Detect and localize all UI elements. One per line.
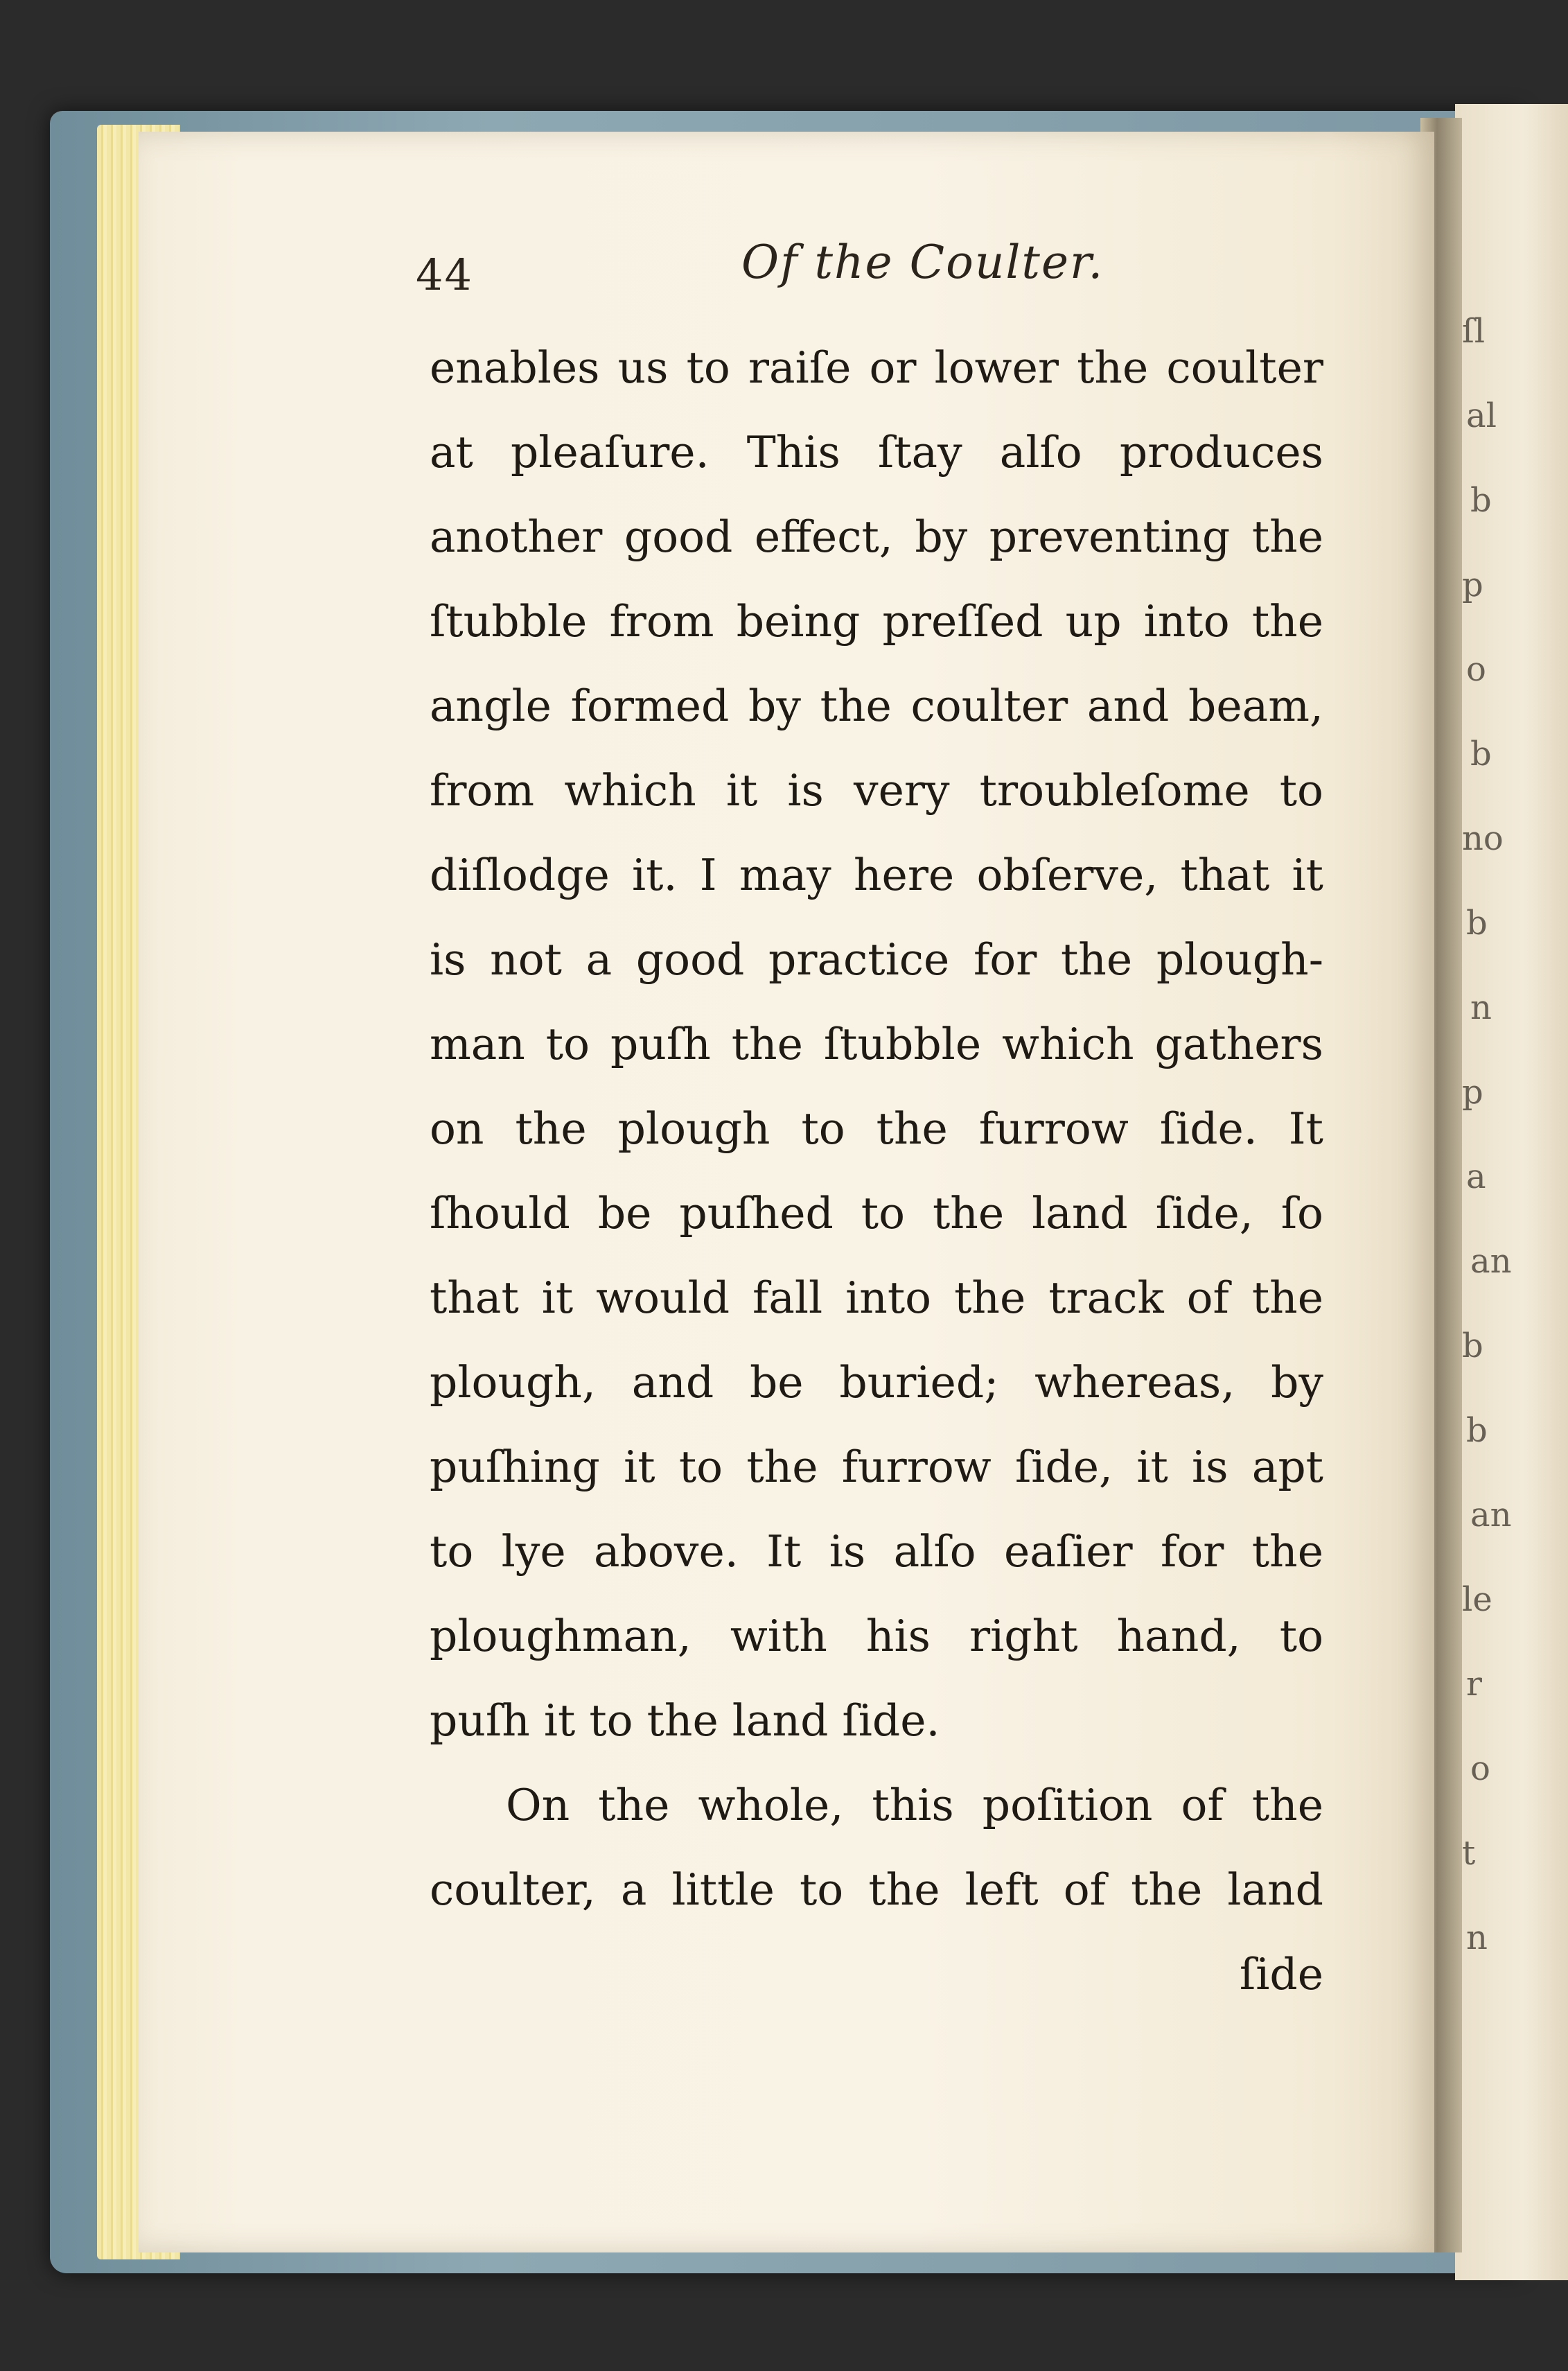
text-line: plough, and be buried; whereas, by [430,1357,1323,1408]
facing-page-fragment: an [1470,1496,1512,1534]
text-line: angle formed by the coulter and beam, [430,681,1323,731]
facing-page-fragment: n [1470,988,1492,1027]
text-line: On the whole, this poſition of the [506,1780,1323,1830]
text-line: ſhould be puſhed to the land ſide, ſo [430,1188,1323,1239]
text-line: puſhing it to the furrow ſide, it is apt [430,1442,1323,1492]
text-line: puſh it to the land ſide. [430,1695,940,1746]
facing-page-fragment: ſl [1462,312,1486,351]
facing-page-fragment: al [1466,396,1497,435]
page-header [416,236,1316,312]
facing-page-fragment: a [1466,1157,1486,1196]
facing-page-fragment: p [1462,1073,1483,1112]
facing-page-fragment: le [1462,1580,1492,1619]
text-line: diſlodge it. I may here obſerve, that it [430,850,1323,900]
facing-page-fragment: o [1470,1749,1490,1788]
facing-page-fragment: b [1466,1411,1488,1450]
facing-page-fragment: o [1466,650,1486,689]
text-line: is not a good practice for the plough- [430,934,1323,985]
text-line: from which it is very troubleſome to [430,765,1323,816]
facing-page-fragment: p [1462,566,1483,604]
facing-page-fragment: t [1462,1834,1476,1873]
facing-page-fragment: b [1470,735,1492,773]
text-line: another good effect, by preventing the [430,511,1323,562]
running-title: Of the Coulter. [741,236,1104,289]
catchword: ſide [1239,1949,1323,2000]
page-body-text [430,326,1323,2017]
text-line: to lye above. It is alſo eaſier for the [430,1526,1323,1577]
text-line: at pleaſure. This ſtay alſo produces [430,427,1323,478]
text-line: coulter, a little to the left of the land [430,1864,1323,1915]
page-number: 44 [416,250,473,300]
text-line: on the plough to the furrow ſide. It [430,1103,1323,1154]
text-line: man to puſh the ſtubble which gathers [430,1019,1323,1069]
facing-page-fragment: n [1466,1918,1488,1957]
text-line: enables us to raiſe or lower the coulter [430,342,1323,393]
facing-page-fragment: r [1466,1665,1482,1704]
text-line: that it would fall into the track of the [430,1272,1323,1323]
facing-page [1455,104,1568,2280]
facing-page-fragment: b [1466,904,1488,943]
text-line: ſtubble from being preſſed up into the [430,596,1323,647]
facing-page-fragment: an [1470,1242,1512,1281]
text-line: ploughman, with his right hand, to [430,1611,1323,1661]
facing-page-fragment: b [1462,1327,1483,1365]
facing-page-fragment: b [1470,481,1492,520]
facing-page-fragment: no [1462,819,1504,858]
